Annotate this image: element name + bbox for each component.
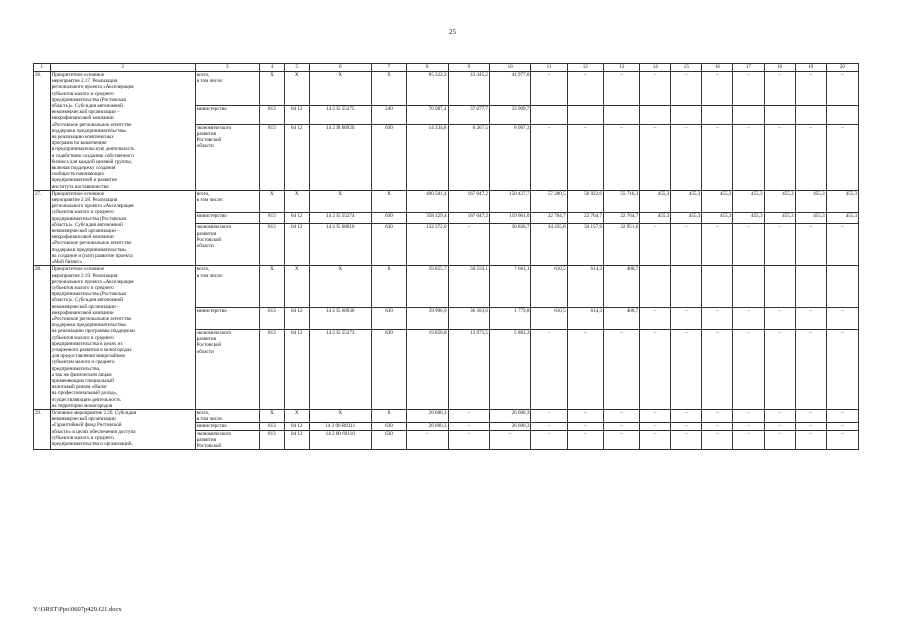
value-cell-c5: 04 12 [284, 330, 309, 410]
value-cell-c12: 34 157,9 [567, 224, 603, 266]
table-row [34, 409, 859, 422]
page-number: 25 [449, 28, 456, 36]
value-cell-c18: 455,3 [764, 212, 795, 224]
executor-cell: всего, в том числе: [195, 190, 259, 212]
value-cell-c20: 455,3 [826, 212, 858, 224]
value-cell-c17: 455,3 [733, 190, 764, 212]
value-cell-c7: 630 [371, 423, 406, 430]
value-cell-c10: 26 600,3 [489, 423, 530, 430]
value-cell-c16: – [702, 430, 733, 450]
value-cell-c8: 14 334,8 [407, 124, 448, 190]
executor-cell: министерство [195, 106, 259, 124]
value-cell-c15: – [671, 72, 702, 106]
value-cell-c6: 14 2 I5 55274 [309, 212, 371, 224]
value-cell-c6: 14 2 I5 55275 [309, 106, 371, 124]
value-cell-c8: 490 501,4 [407, 190, 448, 212]
value-cell-c5: 04 12 [284, 224, 309, 266]
value-cell-c10: 26 600,3 [489, 409, 530, 422]
executor-cell: министерство [195, 307, 259, 329]
header-cell: 12 [567, 64, 603, 72]
header-cell: 6 [309, 64, 371, 72]
value-cell-c10: 8 067,3 [489, 124, 530, 190]
value-cell-c20: – [826, 330, 858, 410]
header-cell: 20 [826, 64, 858, 72]
value-cell-c13: 32 951,6 [603, 224, 639, 266]
value-cell-c11: – [531, 330, 567, 410]
value-cell-c19: – [795, 124, 826, 190]
value-cell-c11: – [531, 72, 567, 106]
header-cell: 11 [531, 64, 567, 72]
row-number: 27. [34, 190, 51, 265]
value-cell-c15 [671, 106, 702, 124]
value-cell-c11: 22 764,7 [531, 212, 567, 224]
value-cell-c13: – [603, 330, 639, 410]
value-cell-c8: 85 322,2 [407, 72, 448, 106]
value-cell-c15: – [671, 307, 702, 329]
header-cell: 3 [195, 64, 259, 72]
value-cell-c4: 813 [259, 330, 284, 410]
value-cell-c16 [702, 106, 733, 124]
value-cell-c18: – [764, 330, 795, 410]
value-cell-c17: 455,3 [733, 212, 764, 224]
value-cell-c4: 813 [259, 212, 284, 224]
value-cell-c4: X [259, 409, 284, 422]
value-cell-c10: 1 779,8 [489, 307, 530, 329]
value-cell-c12: – [567, 124, 603, 190]
value-cell-c7: 630 [371, 212, 406, 224]
value-cell-c8: 26 600,3 [407, 423, 448, 430]
value-cell-c16: – [702, 307, 733, 329]
value-cell-c12: 614,3 [567, 266, 603, 307]
value-cell-c14: – [640, 330, 671, 410]
value-cell-c12: – [567, 330, 603, 410]
value-cell-c10: 150 427,7 [489, 190, 530, 212]
value-cell-c11: – [531, 124, 567, 190]
value-cell-c5: 04 12 [284, 212, 309, 224]
value-cell-c18: – [764, 124, 795, 190]
value-cell-c20: – [826, 423, 858, 430]
value-cell-c6: X [309, 409, 371, 422]
executor-cell: экономического развития Ростовской [195, 430, 259, 450]
value-cell-c16: – [702, 330, 733, 410]
value-cell-c7: X [371, 190, 406, 212]
value-cell-c7: X [371, 266, 406, 307]
value-cell-c10: 30 826,7 [489, 224, 530, 266]
value-cell-c11 [531, 106, 567, 124]
value-cell-c6: 14 2 I5 68930 [309, 307, 371, 329]
measure-name: Основное мероприятие 2.20. Субсидия некоммерческой организации «Гарантийный фонд Ростовской области» в целях обеспечения доступа субъектов малого и среднего предпринимательства и организаций, [50, 409, 195, 449]
value-cell-c9: – [448, 409, 489, 422]
value-cell-c15: – [671, 330, 702, 410]
value-cell-c5: X [284, 190, 309, 212]
value-cell-c9: 13 975,5 [448, 330, 489, 410]
measure-name: Приоритетное основное мероприятие 2.19. Реализация регионального проекта «Акселерация субъектов малого и среднего предпринимательства (Ростовская область)». Субсидия автономной некоммерческой организации – микрофинансовой компании «Ростовское региональное агентство поддержки предпринимательства» на реализацию программы поддержки субъектов малого и среднего предпринимательства в целях их ускоренного развития в моногородах для предоставления микрозаймов субъектам малого и среднего предпринимательства, а так же физическим лицам применяющим специальный налоговый режим «Налог на профессиональный доход», осуществляющим деятельность на территории моногородов [50, 266, 195, 410]
value-cell-c5: 04 12 [284, 430, 309, 450]
budget-table [33, 63, 859, 450]
value-cell-c20: – [826, 307, 858, 329]
value-cell-c4: X [259, 72, 284, 106]
value-cell-c12: – [567, 423, 603, 430]
value-cell-c4: 813 [259, 106, 284, 124]
value-cell-c17: – [733, 423, 764, 430]
executor-cell: всего, в том числе: [195, 409, 259, 422]
value-cell-c14: 455,3 [640, 190, 671, 212]
value-cell-c10: 119 601,0 [489, 212, 530, 224]
executor-cell: экономического развития Ростовской области [195, 330, 259, 410]
value-cell-c10: 7 663,1 [489, 266, 530, 307]
header-cell: 9 [448, 64, 489, 72]
value-cell-c19 [795, 106, 826, 124]
value-cell-c15: – [671, 224, 702, 266]
value-cell-c9: 50 559,1 [448, 266, 489, 307]
value-cell-c12: 22 764,7 [567, 212, 603, 224]
value-cell-c9: 43 345,2 [448, 72, 489, 106]
value-cell-c19: – [795, 409, 826, 422]
value-cell-c5: X [284, 72, 309, 106]
value-cell-c19: 455,3 [795, 212, 826, 224]
value-cell-c13: – [603, 423, 639, 430]
value-cell-c11: – [531, 430, 567, 450]
value-cell-c17 [733, 106, 764, 124]
value-cell-c13: 408,7 [603, 266, 639, 307]
value-cell-c18: – [764, 430, 795, 450]
value-cell-c9: 167 047,2 [448, 190, 489, 212]
value-cell-c14 [640, 106, 671, 124]
value-cell-c9: 6 267,5 [448, 124, 489, 190]
value-cell-c10: – [489, 430, 530, 450]
value-cell-c9: 37 077,7 [448, 106, 489, 124]
value-cell-c4: X [259, 190, 284, 212]
value-cell-c15: 455,3 [671, 190, 702, 212]
value-cell-c4: 813 [259, 307, 284, 329]
value-cell-c18: – [764, 224, 795, 266]
value-cell-c19: 455,3 [795, 190, 826, 212]
table-row [34, 266, 859, 307]
value-cell-c18 [764, 106, 795, 124]
table-row [34, 190, 859, 212]
value-cell-c14: 455,3 [640, 212, 671, 224]
value-cell-c12: 56 922,6 [567, 190, 603, 212]
value-cell-c9: – [448, 430, 489, 450]
value-cell-c12: – [567, 430, 603, 450]
value-cell-c13 [603, 106, 639, 124]
value-cell-c14: – [640, 423, 671, 430]
value-cell-c18 [764, 266, 795, 307]
value-cell-c6: 14 2 00 69110 [309, 430, 371, 450]
value-cell-c13: – [603, 430, 639, 450]
value-cell-c8: 19 858,8 [407, 330, 448, 410]
value-cell-c18: – [764, 72, 795, 106]
value-cell-c16: – [702, 423, 733, 430]
value-cell-c17: – [733, 330, 764, 410]
value-cell-c7: 630 [371, 430, 406, 450]
value-cell-c5: 04 12 [284, 124, 309, 190]
value-cell-c11: – [531, 409, 567, 422]
value-cell-c5: 04 12 [284, 106, 309, 124]
value-cell-c16: – [702, 124, 733, 190]
value-cell-c6: 14 2 00 R8311 [309, 423, 371, 430]
header-cell: 15 [671, 64, 702, 72]
value-cell-c6: X [309, 266, 371, 307]
value-cell-c17: – [733, 307, 764, 329]
header-cell: 14 [640, 64, 671, 72]
value-cell-c17: – [733, 224, 764, 266]
value-cell-c4: 813 [259, 430, 284, 450]
value-cell-c15: – [671, 423, 702, 430]
header-cell: 16 [702, 64, 733, 72]
value-cell-c17: – [733, 430, 764, 450]
value-cell-c13: 408,7 [603, 307, 639, 329]
value-cell-c8: 358 129,4 [407, 212, 448, 224]
value-cell-c14: – [640, 124, 671, 190]
header-cell: 18 [764, 64, 795, 72]
executor-cell: министерство [195, 212, 259, 224]
value-cell-c20: – [826, 124, 858, 190]
value-cell-c8: 26 600,3 [407, 409, 448, 422]
value-cell-c14: – [640, 430, 671, 450]
value-cell-c7: 630 [371, 224, 406, 266]
value-cell-c10: 33 909,7 [489, 106, 530, 124]
value-cell-c7: 630 [371, 330, 406, 410]
value-cell-c4: X [259, 266, 284, 307]
value-cell-c14: – [640, 307, 671, 329]
value-cell-c8: 39 996,9 [407, 307, 448, 329]
value-cell-c12: – [567, 72, 603, 106]
value-cell-c12: – [567, 409, 603, 422]
header-cell: 2 [50, 64, 195, 72]
value-cell-c16: 455,3 [702, 212, 733, 224]
value-cell-c7: 240 [371, 106, 406, 124]
value-cell-c11: – [531, 423, 567, 430]
value-cell-c12 [567, 106, 603, 124]
value-cell-c15: – [671, 409, 702, 422]
value-cell-c16: – [702, 72, 733, 106]
value-cell-c19: – [795, 423, 826, 430]
value-cell-c10: 5 883,3 [489, 330, 530, 410]
header-cell: 19 [795, 64, 826, 72]
value-cell-c6: X [309, 72, 371, 106]
header-row [34, 64, 859, 72]
value-cell-c12: 614,3 [567, 307, 603, 329]
value-cell-c20: – [826, 430, 858, 450]
value-cell-c7: X [371, 72, 406, 106]
value-cell-c20 [826, 266, 858, 307]
value-cell-c19: – [795, 72, 826, 106]
value-cell-c15: – [671, 124, 702, 190]
measure-name: Приоритетное основное мероприятие 2.17. Реализация регионального проекта «Акселерация субъектов малого и среднего предпринимательства (Ростовская область)». Субсидия автономной некоммерческой организации – микрофинансовой компании «Ростовское региональное агентство поддержки предпринимательства» на реализацию комплексных программ по вовлечению в предпринимательскую деятельность и содействию созданию собственного бизнеса для каждой целевой группы, включая поддержку создания сообществ начинающих предпринимателей и развитие института наставничества [50, 72, 195, 191]
value-cell-c13: – [603, 72, 639, 106]
value-cell-c5: 04 12 [284, 307, 309, 329]
row-number: 28. [34, 266, 51, 410]
value-cell-c11: 610,5 [531, 307, 567, 329]
row-number: 29. [34, 409, 51, 449]
value-cell-c7: 630 [371, 124, 406, 190]
file-path-footer: Y:\ORST\Ppo\0607p429.f21.docx [33, 606, 122, 613]
value-cell-c14: – [640, 72, 671, 106]
value-cell-c20 [826, 106, 858, 124]
value-cell-c8: – [407, 430, 448, 450]
table-row [34, 72, 859, 106]
header-cell: 1 [34, 64, 51, 72]
value-cell-c17: – [733, 409, 764, 422]
executor-cell: всего, в том числе: [195, 72, 259, 106]
value-cell-c9: – [448, 224, 489, 266]
value-cell-c13: – [603, 124, 639, 190]
value-cell-c17: – [733, 124, 764, 190]
value-cell-c8: 59 855,7 [407, 266, 448, 307]
header-cell: 7 [371, 64, 406, 72]
value-cell-c20: – [826, 224, 858, 266]
value-cell-c19 [795, 266, 826, 307]
value-cell-c7: X [371, 409, 406, 422]
header-cell: 4 [259, 64, 284, 72]
value-cell-c7: 630 [371, 307, 406, 329]
value-cell-c14: – [640, 409, 671, 422]
value-cell-c18: – [764, 307, 795, 329]
value-cell-c18: 455,3 [764, 190, 795, 212]
value-cell-c14 [640, 266, 671, 307]
value-cell-c16: – [702, 224, 733, 266]
executor-cell: министерство [195, 423, 259, 430]
value-cell-c20: 455,3 [826, 190, 858, 212]
header-cell: 17 [733, 64, 764, 72]
value-cell-c8: 70 987,4 [407, 106, 448, 124]
value-cell-c17 [733, 266, 764, 307]
value-cell-c18: – [764, 409, 795, 422]
header-cell: 5 [284, 64, 309, 72]
value-cell-c4: 813 [259, 224, 284, 266]
value-cell-c11: 57 200,5 [531, 190, 567, 212]
value-cell-c19: – [795, 307, 826, 329]
value-cell-c5: X [284, 409, 309, 422]
value-cell-c16: 455,3 [702, 190, 733, 212]
header-cell: 13 [603, 64, 639, 72]
value-cell-c13: – [603, 409, 639, 422]
value-cell-c13: 22 764,7 [603, 212, 639, 224]
value-cell-c4: 813 [259, 423, 284, 430]
header-cell: 10 [489, 64, 530, 72]
value-cell-c15: – [671, 430, 702, 450]
value-cell-c5: X [284, 266, 309, 307]
value-cell-c17: – [733, 72, 764, 106]
value-cell-c8: 132 372,0 [407, 224, 448, 266]
value-cell-c10: 41 977,0 [489, 72, 530, 106]
value-cell-c19: – [795, 430, 826, 450]
value-cell-c18: – [764, 423, 795, 430]
executor-cell: всего, в том числе: [195, 266, 259, 307]
value-cell-c6: 14 2 I5 68010 [309, 224, 371, 266]
value-cell-c6: 14 2 I8 68920 [309, 124, 371, 190]
measure-name: Приоритетное основное мероприятие 2.18. Реализация регионального проекта «Акселерация субъектов малого и среднего предпринимательства (Ростовская область)». Субсидия автономной некоммерческой организации – микрофинансовой компании «Ростовское региональное агентство поддержки предпринимательства» на создание и (или) развитие проекта «Мой бизнес» [50, 190, 195, 265]
row-number: 26. [34, 72, 51, 191]
value-cell-c13: 55 716,3 [603, 190, 639, 212]
header-cell: 8 [407, 64, 448, 72]
value-cell-c16 [702, 266, 733, 307]
executor-cell: экономического развития Ростовской области [195, 124, 259, 190]
executor-cell: экономического развития Ростовской области [195, 224, 259, 266]
value-cell-c11: 34 435,8 [531, 224, 567, 266]
value-cell-c16: – [702, 409, 733, 422]
value-cell-c5: 04 12 [284, 423, 309, 430]
value-cell-c15 [671, 266, 702, 307]
value-cell-c6: X [309, 190, 371, 212]
value-cell-c14: – [640, 224, 671, 266]
value-cell-c9: – [448, 423, 489, 430]
value-cell-c20: – [826, 72, 858, 106]
value-cell-c4: 813 [259, 124, 284, 190]
value-cell-c20: – [826, 409, 858, 422]
value-cell-c9: 36 583,6 [448, 307, 489, 329]
value-cell-c19: – [795, 330, 826, 410]
value-cell-c9: 167 047,2 [448, 212, 489, 224]
value-cell-c6: 14 2 I5 55273 [309, 330, 371, 410]
value-cell-c19: – [795, 224, 826, 266]
value-cell-c11: 610,5 [531, 266, 567, 307]
value-cell-c15: 455,3 [671, 212, 702, 224]
